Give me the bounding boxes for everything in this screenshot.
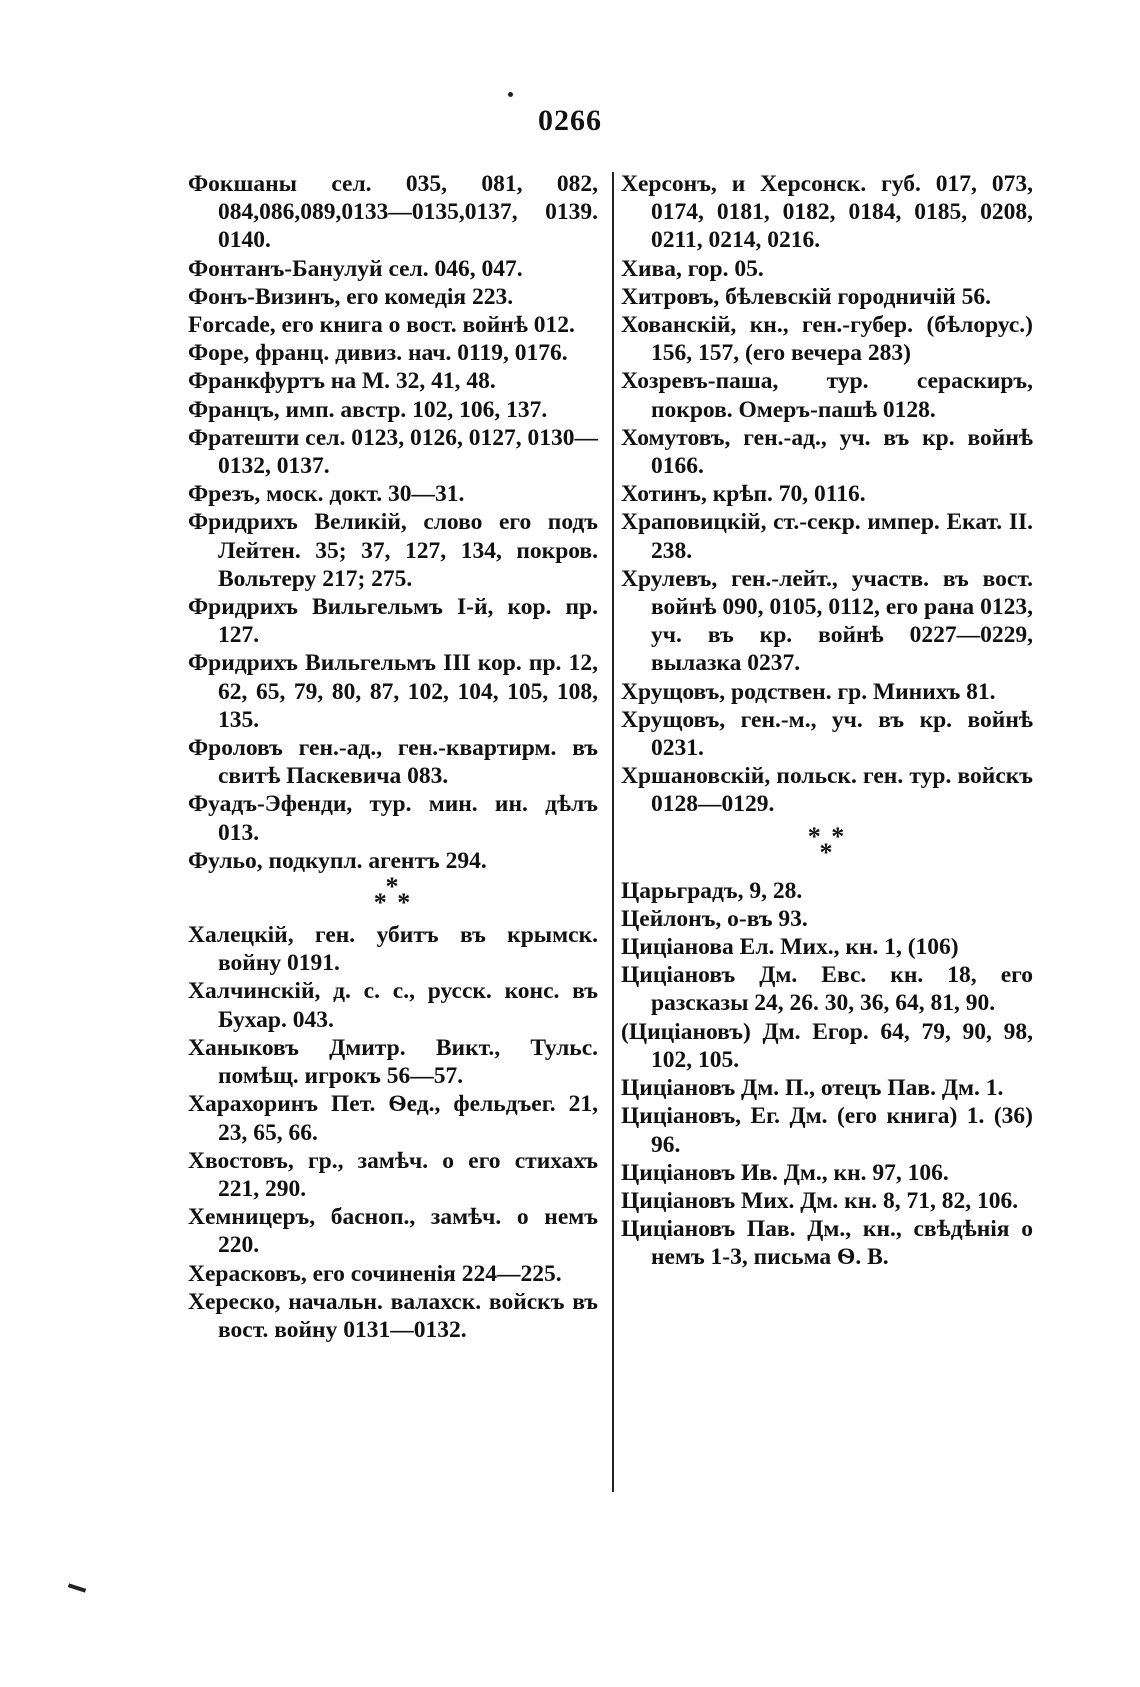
- index-entry: Цицiановъ Пав. Дм., кн., свѣдѣнія о немъ 1-3, письма Ѳ. В.: [621, 1216, 1033, 1271]
- index-entry: Фуадъ-Эфенди, тур. мин. ин. дѣлъ 013.: [188, 791, 598, 846]
- index-entry: Фонтанъ-Банулуй сел. 046, 047.: [188, 255, 523, 282]
- index-entry: Фрезъ, моск. докт. 30—31.: [188, 481, 465, 508]
- index-entry: Хомутовъ, ген.-ад., уч. въ кр. войнѣ 0166.: [621, 424, 1033, 480]
- section-separator: * * *: [807, 821, 847, 867]
- index-entry: Ханыковъ Дмитр. Викт., Тульс. помѣщ. игрокъ 56—57.: [188, 1034, 598, 1090]
- index-entry: Царьградъ, 9, 28.: [621, 877, 803, 904]
- index-entry: Хрущовъ, ген.-м., уч. въ кр. войнѣ 0231.: [621, 706, 1033, 762]
- index-entry: Хозревъ-паша, тур. сераскиръ, покров. Омеръ-пашѣ 0128.: [621, 368, 1033, 423]
- index-entry: Фридрихъ Великій, слово его подъ Лейтен. 35; 37, 127, 134, покров. Вольтеру 217; 275.: [188, 509, 598, 592]
- column-divider: [612, 172, 614, 1492]
- index-entry: Фридрихъ Вильгельмъ I-й, кор. пр. 127.: [188, 594, 598, 649]
- index-entry: Цицiановъ Дм. Евс. кн. 18, его разсказы 24, 26. 30, 36, 64, 81, 90.: [621, 962, 1033, 1017]
- index-entry: Хива, гор. 05.: [621, 255, 764, 282]
- index-entry: Фонъ-Визинъ, его комедія 223.: [188, 283, 514, 310]
- index-entry: Халецкій, ген. убитъ въ крымск. войну 0191.: [188, 922, 598, 977]
- index-entry: Хованскій, кн., ген.-губер. (бѣлорус.) 156, 157, (его вечера 283): [621, 312, 1033, 367]
- index-entry: Фроловъ ген.-ад., ген.-квартирм. въ свитѣ Паскевича 083.: [188, 735, 598, 790]
- index-entry: Цицiановъ Ив. Дм., кн. 97, 106.: [621, 1159, 949, 1186]
- index-entry: Хемницеръ, басноп., замѣч. о немъ 220.: [188, 1204, 598, 1259]
- section-separator: * * *: [373, 872, 413, 918]
- index-entry: Фульо, подкупл. агентъ 294.: [188, 847, 487, 874]
- index-entry: Фокшаны сел. 035, 081, 082, 084,086,089,0133—0135,0137, 0139. 0140.: [188, 171, 598, 254]
- index-entry: Хрущовъ, родствен. гр. Минихъ 81.: [621, 678, 996, 705]
- index-entry: Хршановскій, польск. ген. тур. войскъ 0128—0129.: [621, 763, 1033, 818]
- index-entry: Халчинскій, д. с. с., русск. конс. въ Бухар. 043.: [188, 978, 598, 1033]
- index-entry: Харахоринъ Пет. Ѳед., фельдъег. 21, 23, 65, 66.: [188, 1091, 598, 1146]
- index-entry: Цицiановъ Дм. П., отецъ Пав. Дм. 1.: [621, 1075, 1004, 1102]
- index-entry: Цицiановъ Мих. Дм. кн. 8, 71, 82, 106.: [621, 1187, 1019, 1214]
- index-entry: Цицiановъ, Ег. Дм. (его книга) 1. (36) 96.: [621, 1103, 1033, 1158]
- index-entry: (Цицiановъ) Дм. Егор. 64, 79, 90, 98, 102, 105.: [621, 1018, 1033, 1073]
- index-entry: Храповицкій, ст.-секр. импер. Екат. II. 238.: [621, 509, 1033, 564]
- index-entry: Франкфуртъ на М. 32, 41, 48.: [188, 368, 496, 395]
- index-entry: Хрулевъ, ген.-лейт., участв. въ вост. войнѣ 090, 0105, 0112, его рана 0123, уч. въ кр. войнѣ 0227—0229, вылазка 0237.: [621, 565, 1033, 677]
- index-entry: Херасковъ, его сочиненія 224—225.: [188, 1260, 562, 1287]
- index-entry: Хитровъ, бѣлевскій городничій 56.: [621, 283, 992, 310]
- index-entry: Фридрихъ Вильгельмъ III кор. пр. 12, 62, 65, 79, 80, 87, 102, 104, 105, 108, 135.: [188, 650, 598, 733]
- index-entry: Хвостовъ, гр., замѣч. о его стихахъ 221, 290.: [188, 1147, 598, 1202]
- left-column: [188, 170, 598, 1344]
- index-entry: Форе, франц. дивиз. нач. 0119, 0176.: [188, 340, 568, 367]
- margin-mark: [68, 1583, 86, 1592]
- index-entry: Цейлонъ, о-въ 93.: [621, 905, 808, 932]
- index-entry: Фратешти сел. 0123, 0126, 0127, 0130—0132, 0137.: [188, 424, 598, 480]
- page-number: 0266: [538, 104, 602, 137]
- index-entry: Цицiанова Ел. Мих., кн. 1, (106): [621, 934, 959, 961]
- index-entry: Хереско, начальн. валахск. войскъ въ вост. войну 0131—0132.: [188, 1288, 598, 1343]
- index-entry: Херсонъ, и Херсонск. губ. 017, 073, 0174, 0181, 0182, 0184, 0185, 0208, 0211, 0214, 0216.: [621, 171, 1033, 254]
- right-column: [621, 170, 1033, 1272]
- index-entry: Францъ, имп. австр. 102, 106, 137.: [188, 396, 548, 423]
- index-entry: Хотинъ, крѣп. 70, 0116.: [621, 481, 866, 508]
- ink-speck: [508, 92, 513, 97]
- index-entry: Forcade, его книга о вост. войнѣ 012.: [188, 312, 575, 339]
